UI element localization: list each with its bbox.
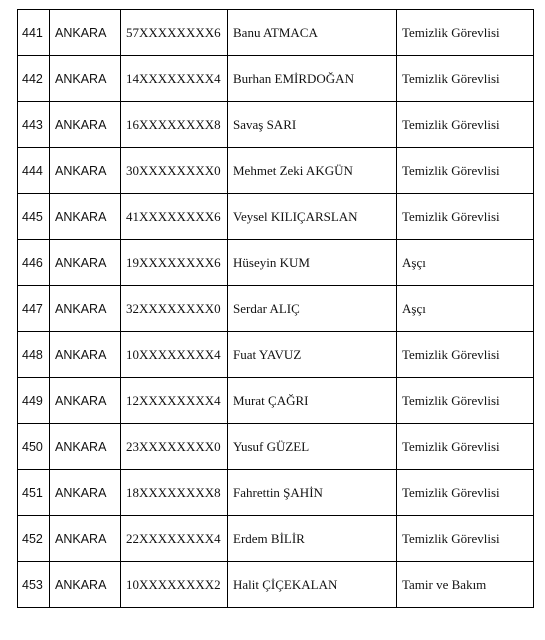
table-row <box>18 102 534 148</box>
row-number: 444 <box>18 148 50 194</box>
id-number-cell: 41XXXXXXXX6 <box>121 194 228 240</box>
row-number: 451 <box>18 470 50 516</box>
row-number: 452 <box>18 516 50 562</box>
row-number: 448 <box>18 332 50 378</box>
job-title-cell: Temizlik Görevlisi <box>397 56 534 102</box>
table-row <box>18 562 534 608</box>
id-number-cell: 32XXXXXXXX0 <box>121 286 228 332</box>
city-cell: ANKARA <box>50 424 121 470</box>
job-title-cell: Temizlik Görevlisi <box>397 194 534 240</box>
city-cell: ANKARA <box>50 378 121 424</box>
full-name-cell: Serdar ALIÇ <box>228 286 397 332</box>
job-title-cell: Temizlik Görevlisi <box>397 148 534 194</box>
full-name-cell: Hüseyin KUM <box>228 240 397 286</box>
job-title-cell: Temizlik Görevlisi <box>397 332 534 378</box>
row-number: 442 <box>18 56 50 102</box>
city-cell: ANKARA <box>50 286 121 332</box>
job-title-cell: Temizlik Görevlisi <box>397 10 534 56</box>
id-number-cell: 57XXXXXXXX6 <box>121 10 228 56</box>
id-number-cell: 23XXXXXXXX0 <box>121 424 228 470</box>
job-title-cell: Tamir ve Bakım <box>397 562 534 608</box>
full-name-cell: Mehmet Zeki AKGÜN <box>228 148 397 194</box>
table-row <box>18 424 534 470</box>
full-name-cell: Savaş SARI <box>228 102 397 148</box>
city-cell: ANKARA <box>50 10 121 56</box>
id-number-cell: 18XXXXXXXX8 <box>121 470 228 516</box>
city-cell: ANKARA <box>50 102 121 148</box>
id-number-cell: 30XXXXXXXX0 <box>121 148 228 194</box>
full-name-cell: Fuat YAVUZ <box>228 332 397 378</box>
job-title-cell: Temizlik Görevlisi <box>397 516 534 562</box>
city-cell: ANKARA <box>50 56 121 102</box>
row-number: 447 <box>18 286 50 332</box>
city-cell: ANKARA <box>50 194 121 240</box>
table-row <box>18 194 534 240</box>
city-cell: ANKARA <box>50 332 121 378</box>
full-name-cell: Fahrettin ŞAHİN <box>228 470 397 516</box>
personnel-table-body <box>18 10 534 608</box>
job-title-cell: Aşçı <box>397 240 534 286</box>
table-row <box>18 470 534 516</box>
table-row <box>18 56 534 102</box>
job-title-cell: Temizlik Görevlisi <box>397 378 534 424</box>
id-number-cell: 12XXXXXXXX4 <box>121 378 228 424</box>
full-name-cell: Burhan EMİRDOĞAN <box>228 56 397 102</box>
id-number-cell: 22XXXXXXXX4 <box>121 516 228 562</box>
personnel-table <box>17 9 534 608</box>
row-number: 443 <box>18 102 50 148</box>
row-number: 450 <box>18 424 50 470</box>
table-row <box>18 10 534 56</box>
full-name-cell: Yusuf GÜZEL <box>228 424 397 470</box>
table-row <box>18 286 534 332</box>
city-cell: ANKARA <box>50 148 121 194</box>
row-number: 441 <box>18 10 50 56</box>
id-number-cell: 19XXXXXXXX6 <box>121 240 228 286</box>
job-title-cell: Temizlik Görevlisi <box>397 102 534 148</box>
job-title-cell: Temizlik Görevlisi <box>397 470 534 516</box>
table-row <box>18 240 534 286</box>
job-title-cell: Aşçı <box>397 286 534 332</box>
row-number: 446 <box>18 240 50 286</box>
city-cell: ANKARA <box>50 516 121 562</box>
city-cell: ANKARA <box>50 240 121 286</box>
city-cell: ANKARA <box>50 470 121 516</box>
full-name-cell: Halit ÇİÇEKALAN <box>228 562 397 608</box>
full-name-cell: Murat ÇAĞRI <box>228 378 397 424</box>
table-row <box>18 516 534 562</box>
full-name-cell: Banu ATMACA <box>228 10 397 56</box>
table-row <box>18 148 534 194</box>
table-row <box>18 332 534 378</box>
document-sheet <box>17 9 533 608</box>
id-number-cell: 10XXXXXXXX4 <box>121 332 228 378</box>
row-number: 445 <box>18 194 50 240</box>
city-cell: ANKARA <box>50 562 121 608</box>
full-name-cell: Erdem BİLİR <box>228 516 397 562</box>
row-number: 453 <box>18 562 50 608</box>
row-number: 449 <box>18 378 50 424</box>
full-name-cell: Veysel KILIÇARSLAN <box>228 194 397 240</box>
id-number-cell: 10XXXXXXXX2 <box>121 562 228 608</box>
id-number-cell: 16XXXXXXXX8 <box>121 102 228 148</box>
table-row <box>18 378 534 424</box>
job-title-cell: Temizlik Görevlisi <box>397 424 534 470</box>
id-number-cell: 14XXXXXXXX4 <box>121 56 228 102</box>
